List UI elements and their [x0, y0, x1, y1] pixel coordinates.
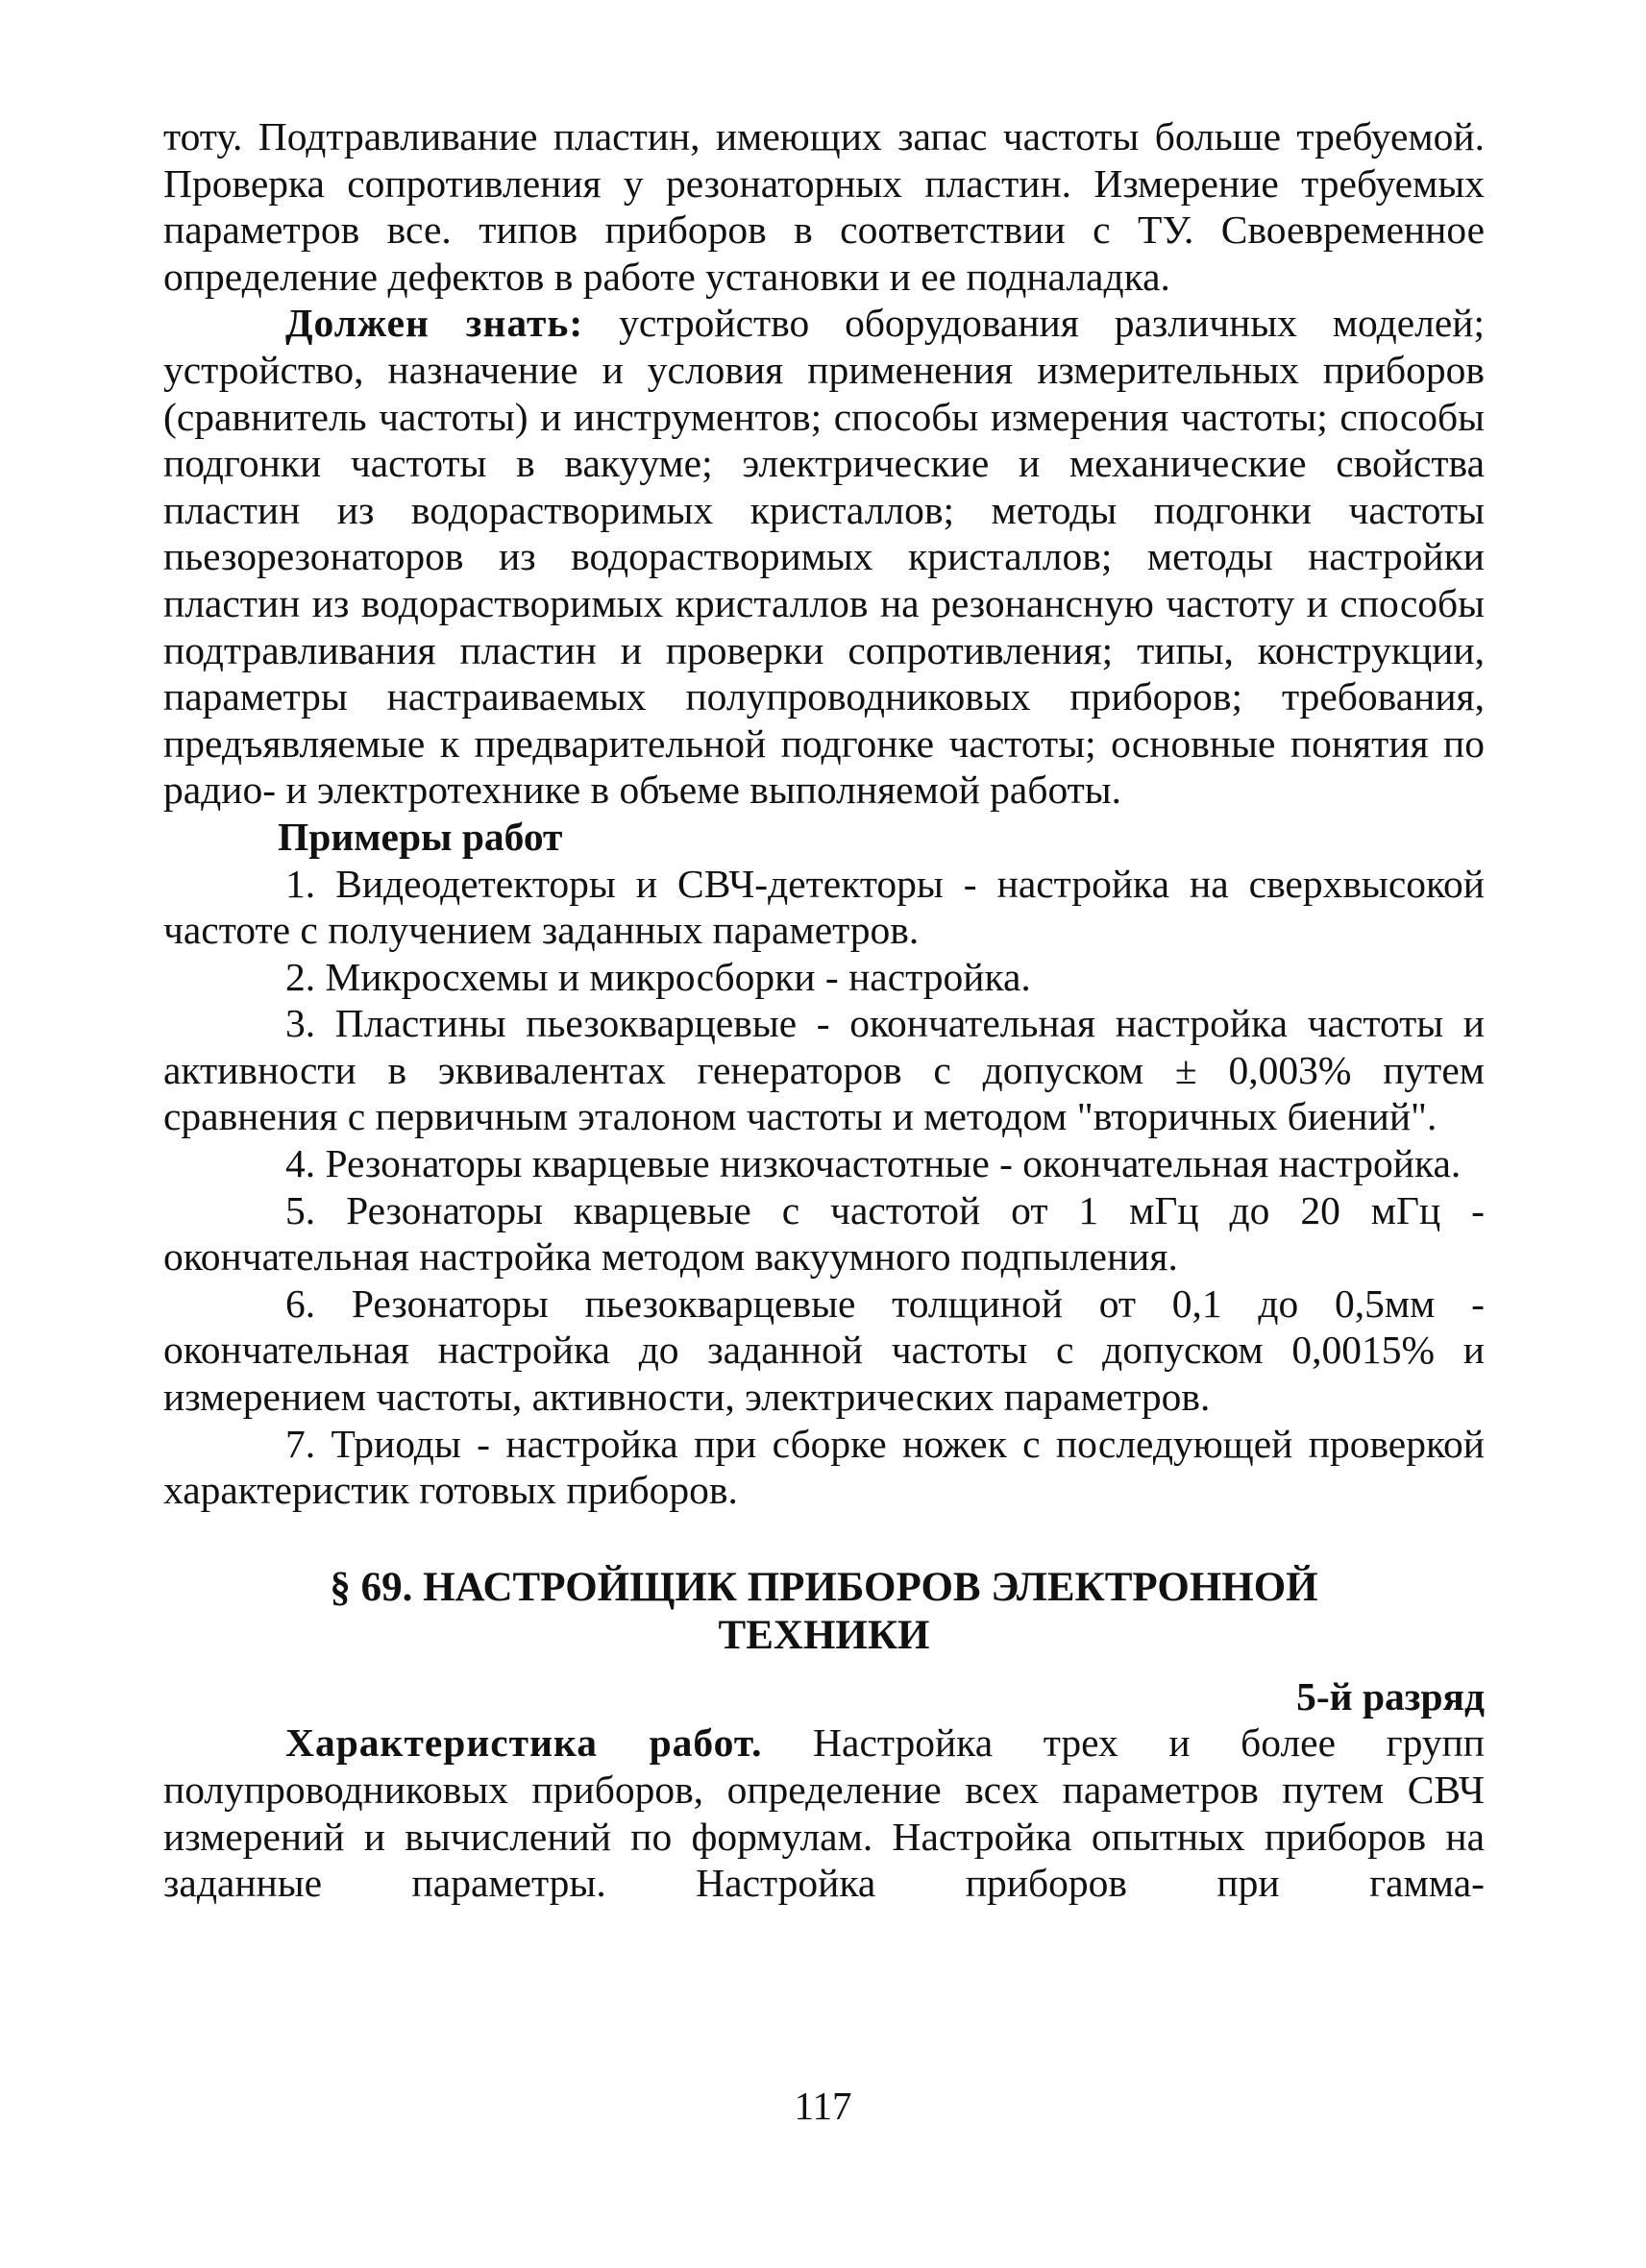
list-item: 1. Видеодетекторы и СВЧ-детекторы - настройка на сверхвысокой частоте с получением заданных параметров. — [163, 861, 1485, 953]
section-title-line1: § 69. НАСТРОЙЩИК ПРИБОРОВ ЭЛЕКТРОННОЙ — [330, 1564, 1318, 1610]
section-title — [163, 1564, 1485, 1660]
page-number: 117 — [794, 2084, 852, 2128]
knowledge-label: Должен знать: — [285, 301, 584, 346]
list-item: 2. Микросхемы и микросборки - настройка. — [285, 954, 1031, 999]
characteristics-label: Характеристика работ. — [285, 1720, 763, 1766]
examples-list — [163, 861, 1485, 1514]
grade-label: 5-й разряд — [1296, 1673, 1485, 1719]
list-item: 5. Резонаторы кварцевые с частотой от 1 мГц до 20 мГц - окончательная настройка методом вакуумного подпыления. — [163, 1187, 1485, 1280]
list-item: 7. Триоды - настройка при сборке ножек с последующей проверкой характеристик готовых приборов. — [163, 1421, 1485, 1513]
examples-heading: Примеры работ — [278, 814, 563, 859]
intro-paragraph: тоту. Подтравливание пластин, имеющих запас частоты больше требуемой. Проверка сопротивления у резонаторных пластин. Измерение требуемых параметров все. типов приборов в соответствии с ТУ. Своевременное определение дефектов в работе установки и ее подналадка. — [163, 114, 1485, 299]
characteristics-paragraph — [163, 1719, 1485, 1906]
page-body — [163, 113, 1485, 1907]
knowledge-text: устройство оборудования различных моделей; устройство, назначение и условия применения измерительных приборов (сравнитель частоты) и инструментов; способы измерения частоты; способы подгонки частоты в вакууме; электрические и механические свойства пластин из водорастворимых кристаллов; методы подгонки частоты пьезорезонаторов из водорастворимых кристаллов; методы настройки пластин из водорастворимых кристаллов на резонансную частоту и способы подтравливания пластин и проверки сопротивления; типы, конструкции, параметры настраиваемых полупроводниковых приборов; требования, предъявляемые к предварительной подгонке частоты; основные понятия по радио- и электротехнике в объеме выполняемой работы. — [163, 301, 1485, 813]
list-item: 4. Резонаторы кварцевые низкочастотные - окончательная настройка. — [285, 1141, 1462, 1186]
list-item: 6. Резонаторы пьезокварцевые толщиной от 0,1 до 0,5мм - окончательная настройка до заданной частоты с допуском 0,0015% и измерением частоты, активности, электрических параметров. — [163, 1280, 1485, 1420]
knowledge-paragraph — [163, 300, 1485, 814]
list-item: 3. Пластины пьезокварцевые - окончательная настройка частоты и активности в эквивалентах генераторов с допуском ± 0,003% путем сравнения с первичным эталоном частоты и методом "вторичных биений". — [163, 1001, 1485, 1139]
section-title-line2: ТЕХНИКИ — [718, 1612, 930, 1658]
characteristics-text: Настройка трех и более групп полупроводниковых приборов, определение всех параметров путем СВЧ измерений и вычислений по формулам. Настройка опытных приборов на заданные параметры. Настройка приборов при гамма- — [163, 1720, 1485, 1906]
